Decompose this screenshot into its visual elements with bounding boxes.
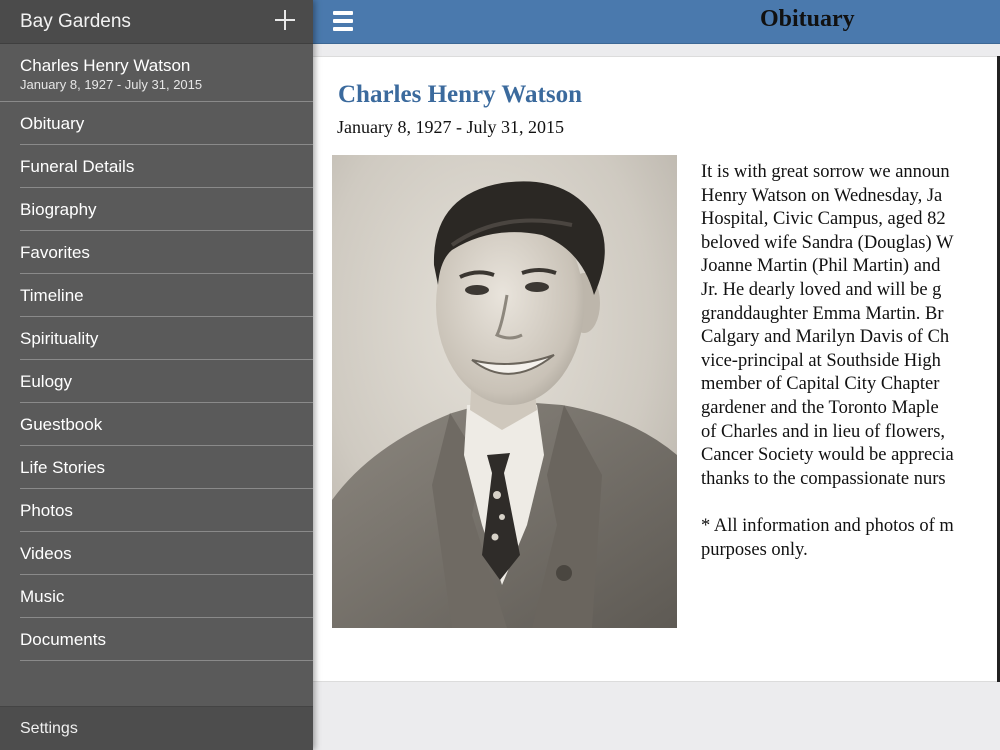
obituary-text-line: granddaughter Emma Martin. Br [701,303,944,324]
sidebar-item-favorites[interactable] [0,231,313,274]
obituary-text-line: beloved wife Sandra (Douglas) W [701,232,954,253]
portrait-photo-illustration [332,155,677,628]
obituary-text-line: It is with great sorrow we announ [701,162,950,182]
sidebar-menu [0,102,313,661]
obituary-text-line: vice-principal at Southside High [701,350,941,371]
sidebar-item-label: Videos [20,544,72,563]
obituary-text-line: Henry Watson on Wednesday, Ja [701,185,943,206]
obituary-text-line: Jr. He dearly loved and will be g [701,279,942,300]
sidebar-item-label: Eulogy [20,372,72,391]
sidebar-item-label: Obituary [20,114,85,133]
sidebar-item-label: Life Stories [20,458,106,477]
sidebar-item-label: Guestbook [20,415,103,434]
sidebar-item-label: Favorites [20,243,90,262]
sidebar-item-spirituality[interactable] [0,317,313,360]
obituary-text-line: Hospital, Civic Campus, aged 82 [701,209,946,230]
sidebar-item-timeline[interactable] [0,274,313,317]
obituary-name: Charles Henry Watson [338,81,582,108]
sidebar [0,0,313,750]
sidebar-item-label: Music [20,587,65,606]
sidebar-person-dates: January 8, 1927 - July 31, 2015 [20,77,203,92]
obituary-note-line: purposes only. [701,539,808,560]
portrait-photo[interactable] [332,155,677,628]
obituary-note-line: * All information and photos of m [701,515,954,536]
sidebar-person[interactable] [0,44,313,102]
sidebar-item-photos[interactable] [0,489,313,532]
sidebar-item-label: Biography [20,200,97,219]
hamburger-menu-icon[interactable] [333,11,353,31]
obituary-text-line: thanks to the compassionate nurs [701,468,946,489]
top-bar [313,0,1000,44]
obituary-text-line: Calgary and Marilyn Davis of Ch [701,327,950,348]
sidebar-item-eulogy[interactable] [0,360,313,403]
sidebar-title: Bay Gardens [20,11,131,32]
sidebar-item-label: Spirituality [20,329,99,348]
sidebar-item-videos[interactable] [0,532,313,575]
sidebar-person-name: Charles Henry Watson [20,56,191,75]
obituary-text-line: member of Capital City Chapter [701,374,940,395]
plus-icon[interactable] [275,10,295,30]
sidebar-item-life-stories[interactable] [0,446,313,489]
sidebar-header [0,0,313,44]
sidebar-item-label: Documents [20,630,106,649]
sidebar-footer [0,706,313,750]
paragraph-gap [701,491,1000,515]
sidebar-item-obituary[interactable] [0,102,313,145]
sidebar-item-label: Funeral Details [20,157,135,176]
sidebar-item-guestbook[interactable] [0,403,313,446]
sidebar-item-documents[interactable] [0,618,313,661]
obituary-content [313,56,1000,682]
obituary-dates: January 8, 1927 - July 31, 2015 [337,117,564,137]
obituary-text [701,161,1000,562]
sidebar-item-biography[interactable] [0,188,313,231]
obituary-text-line: of Charles and in lieu of flowers, [701,421,946,442]
sidebar-item-label: Photos [20,501,73,520]
sidebar-item-music[interactable] [0,575,313,618]
obituary-text-line: Cancer Society would be apprecia [701,445,954,466]
obituary-text-line: gardener and the Toronto Maple [701,397,939,418]
sidebar-item-label: Timeline [20,286,84,305]
settings-button[interactable]: Settings [20,720,78,737]
sidebar-item-funeral-details[interactable] [0,145,313,188]
obituary-text-line: Joanne Martin (Phil Martin) and [701,256,941,277]
page-title: Obituary [760,6,855,32]
